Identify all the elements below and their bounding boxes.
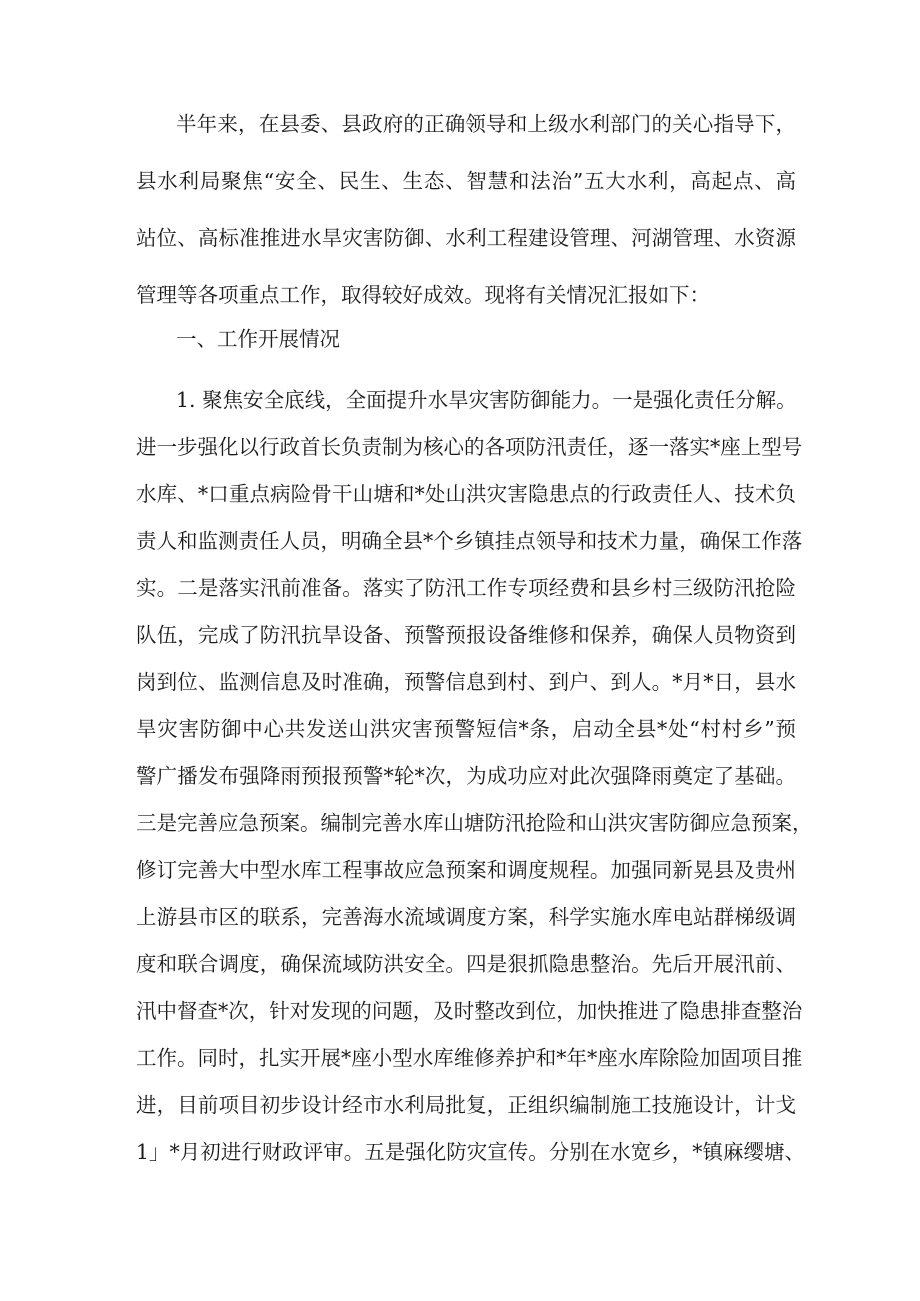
item-1-line-1: 1. 聚焦安全底线，全面提升水旱灾害防御能力。一是强化责任分解。 bbox=[176, 388, 797, 412]
item-1-line-3: 水库、*口重点病险骨干山塘和*处山洪灾害隐患点的行政责任人、技术负 bbox=[136, 482, 796, 506]
item-1-line-13: 度和联合调度，确保流域防洪安全。四是狠抓隐患整治。先后开展汛前、 bbox=[136, 952, 796, 976]
item-1-line-8: 旱灾害防御中心共发送山洪灾害预警短信*条，启动全县*处“村村乡”预 bbox=[136, 717, 796, 741]
item-1-line-15: 工作。同时，扎实开展*座小型水库维修养护和*年*座水库除险加固项目推 bbox=[136, 1046, 803, 1070]
intro-line-2: 县水利局聚焦“安全、民生、生态、智慧和法治”五大水利，高起点、高 bbox=[136, 169, 796, 193]
section-heading: 一、工作开展情况 bbox=[176, 327, 340, 351]
item-1-line-10: 三是完善应急预案。编制完善水库山塘防汛抢险和山洪灾害防御应急预案， bbox=[136, 811, 813, 835]
item-1-line-9: 警广播发布强降雨预报预警*轮*次，为成功应对此次强降雨奠定了基础。 bbox=[136, 764, 796, 788]
item-1-line-2: 进一步强化以行政首长负责制为核心的各项防汛责任，逐一落实*座上型号 bbox=[136, 435, 803, 459]
intro-line-1: 半年来，在县委、县政府的正确领导和上级水利部门的关心指导下， bbox=[176, 112, 796, 136]
item-1-line-5: 实。二是落实汛前准备。落实了防汛工作专项经费和县乡村三级防汛抢险 bbox=[136, 576, 796, 600]
item-1-line-6: 队伍，完成了防汛抗旱设备、预警预报设备维修和保养，确保人员物资到 bbox=[136, 623, 796, 647]
intro-line-3: 站位、高标准推进水旱灾害防御、水利工程建设管理、河湖管理、水资源 bbox=[136, 226, 796, 250]
item-1-line-17: 1」*月初进行财政评审。五是强化防灾宣传。分别在水宽乡，*镇麻缨塘、 bbox=[136, 1140, 806, 1164]
item-1-line-7: 岗到位、监测信息及时准确，预警信息到村、到户、到人。*月*日，县水 bbox=[136, 670, 796, 694]
intro-line-4: 管理等各项重点工作，取得较好成效。现将有关情况汇报如下： bbox=[136, 283, 710, 307]
item-1-line-12: 上游县市区的联系，完善海水流域调度方案，科学实施水库电站群梯级调 bbox=[136, 905, 796, 929]
item-1-line-16: 进，目前项目初步设计经市水利局批复，正组织编制施工技施设计，计戈 bbox=[136, 1093, 796, 1117]
item-1-line-4: 责人和监测责任人员，明确全县*个乡镇挂点领导和技术力量，确保工作落 bbox=[136, 529, 803, 553]
item-1-line-11: 修订完善大中型水库工程事故应急预案和调度规程。加强同新晃县及贵州 bbox=[136, 858, 796, 882]
item-1-line-14: 汛中督查*次，针对发现的问题，及时整改到位，加快推进了隐患排查整治 bbox=[136, 999, 803, 1023]
